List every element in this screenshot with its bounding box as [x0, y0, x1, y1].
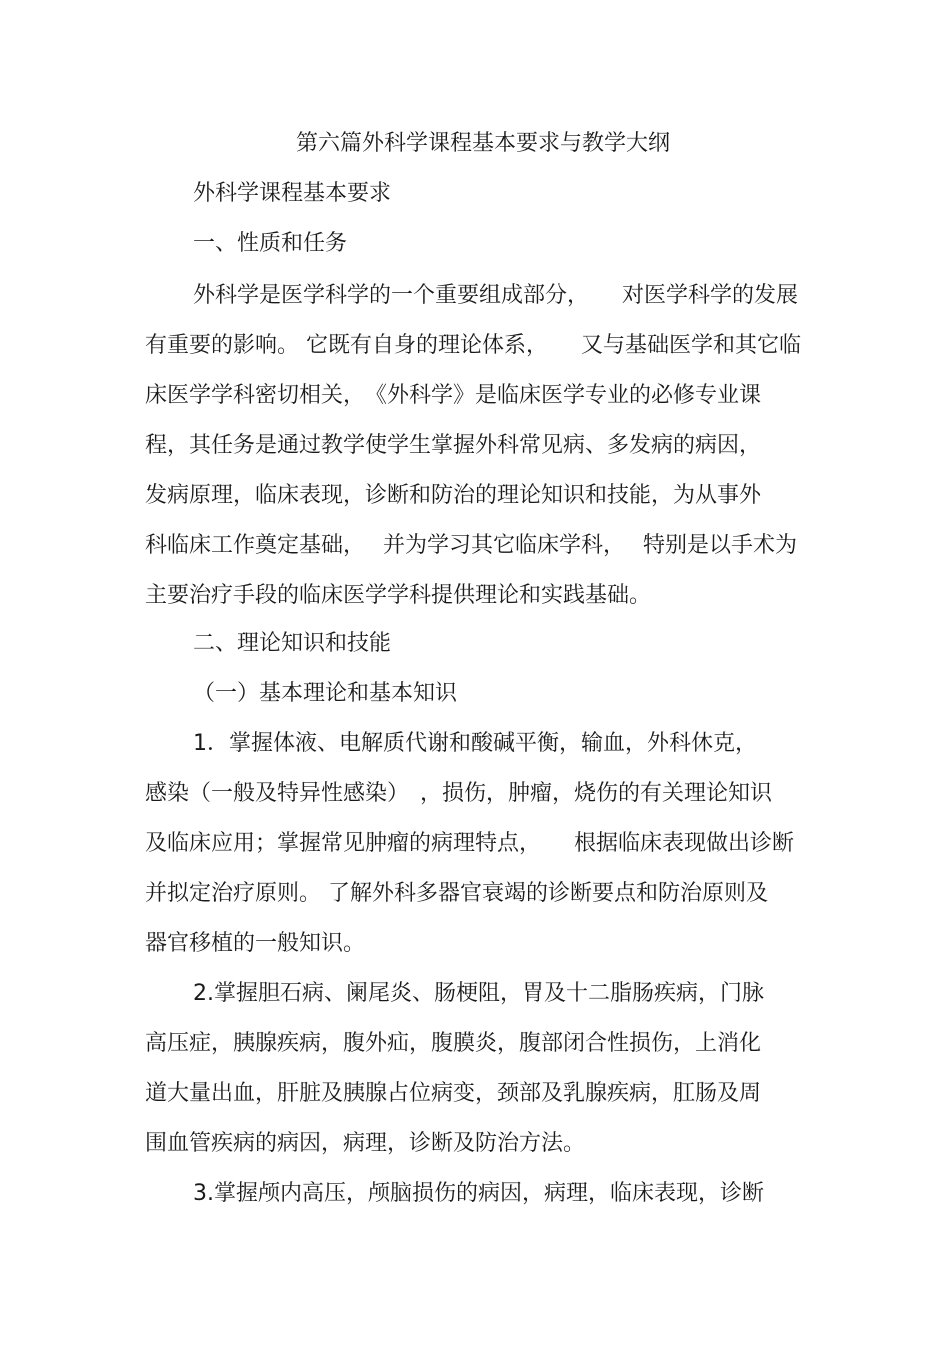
paragraph-line: 程，其任务是通过教学使学生掌握外科常见病、多发病的病因，	[145, 433, 762, 458]
paragraph-line: 有重要的影响。 它既有自身的理论体系， 又与基础医学和其它临	[145, 333, 801, 358]
paragraph-line: 感染（一般及特异性感染） ，损伤，肿瘤，烧伤的有关理论知识	[145, 781, 773, 806]
paragraph-line: 2.掌握胆石病、阑尾炎、肠梗阻，胃及十二脂肠疾病，门脉	[193, 981, 764, 1006]
subsection-heading: （一）基本理论和基本知识	[193, 681, 458, 706]
paragraph-line: 器官移植的一般知识。	[145, 931, 366, 956]
paragraph-line: 床医学学科密切相关， 《外科学》是临床医学专业的必修专业课	[145, 383, 762, 408]
document-title: 第六篇外科学课程基本要求与教学大纲	[296, 131, 671, 156]
paragraph-line: 外科学是医学科学的一个重要组成部分， 对医学科学的发展	[193, 283, 799, 308]
section-heading: 一、性质和任务	[193, 231, 348, 256]
paragraph-line: 1．掌握体液、电解质代谢和酸碱平衡，输血，外科休克，	[193, 731, 757, 756]
section-heading: 二、理论知识和技能	[193, 631, 392, 656]
paragraph-line: 主要治疗手段的临床医学学科提供理论和实践基础。	[145, 583, 652, 608]
paragraph-line: 并拟定治疗原则。 了解外科多器官衰竭的诊断要点和防治原则及	[145, 881, 768, 906]
paragraph-line: 发病原理，临床表现，诊断和防治的理论知识和技能，为从事外	[145, 483, 762, 508]
paragraph-line: 科临床工作奠定基础， 并为学习其它临床学科， 特别是以手术为	[145, 533, 797, 558]
paragraph-line: 及临床应用；掌握常见肿瘤的病理特点， 根据临床表现做出诊断	[145, 831, 795, 856]
paragraph-line: 道大量出血，肝脏及胰腺占位病变，颈部及乳腺疾病，肛肠及周	[145, 1081, 762, 1106]
section-heading: 外科学课程基本要求	[193, 181, 392, 206]
paragraph-line: 3.掌握颅内高压，颅脑损伤的病因，病理，临床表现，诊断	[193, 1181, 764, 1206]
paragraph-line: 高压症，胰腺疾病，腹外疝，腹膜炎，腹部闭合性损伤，上消化	[145, 1031, 762, 1056]
paragraph-line: 围血管疾病的病因，病理，诊断及防治方法。	[145, 1131, 586, 1156]
